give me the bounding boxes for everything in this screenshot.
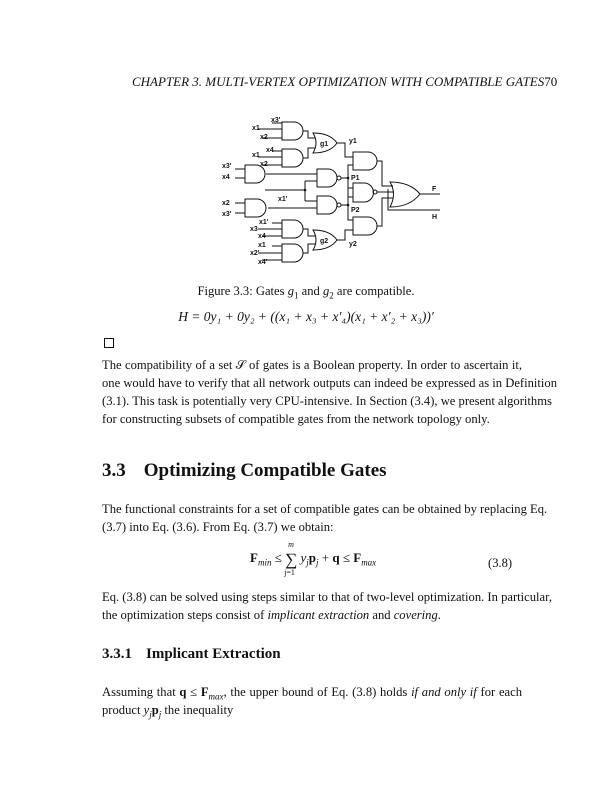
paragraph-line: The compatibility of a set 𝒮 of gates is a Boolean property. In order to ascertain it, (102, 358, 522, 372)
nand-gate (317, 196, 337, 214)
page-number: 70 (544, 74, 558, 89)
label-x2: x2 (222, 200, 230, 207)
paragraph-line: the optimization steps consist of implicant extraction and covering. (102, 608, 441, 622)
running-title: CHAPTER 3. MULTI-VERTEX OPTIMIZATION WITH COMPATIBLE GATES (132, 74, 545, 89)
label-x1: x1 (252, 152, 260, 159)
and-gate (353, 217, 377, 235)
and-gate (282, 244, 303, 262)
label-x3p: x3' (271, 117, 281, 124)
paragraph-line: for constructing subsets of compatible gates from the network topology only. (102, 412, 490, 426)
label-x3: x3 (250, 226, 258, 233)
section-heading: 3.3 Optimizing Compatible Gates (102, 460, 387, 481)
label-x1p: x1' (259, 219, 269, 226)
nand-gate (317, 169, 337, 187)
label-x2: x2 (260, 161, 268, 168)
label-x1: x1 (252, 125, 260, 132)
paragraph-line: Eq. (3.8) can be solved using steps similar to that of two-level optimization. In particular, (102, 590, 552, 604)
label-x1: x1 (258, 242, 266, 249)
label-y2: y2 (349, 241, 357, 248)
paragraph-line: product $y_jp_j$ the inequality (102, 703, 234, 720)
figure-caption: Figure 3.3: Gates $g_1$ and $g_2$ are compatible. (197, 284, 415, 301)
nand-gate (353, 183, 374, 202)
and-gate (245, 199, 266, 217)
paragraph-line: (3.1). This task is potentially very CPU-intensive. In Section (3.4), we present algorithms (102, 394, 552, 408)
label-y1: y1 (349, 138, 357, 145)
label-x4: x4 (222, 174, 230, 181)
paragraph-line: Assuming that $q \le F_{max}$, the upper bound of Eq. (3.8) holds if and only if for each (102, 685, 523, 702)
and-gate (282, 122, 303, 140)
label-H: H (432, 214, 438, 221)
equation-H: H = 0y₁ + 0y₂ + ((x₁ + x₃ + x′₄)(x₁ + x′₂ + x₃))′ (178, 309, 434, 324)
label-x2: x2 (260, 134, 268, 141)
label-x2p: x2' (250, 250, 260, 257)
qed-box (104, 338, 114, 348)
equation-number: (3.8) (488, 556, 513, 570)
label-x4: x4 (266, 147, 274, 154)
paragraph-line: (3.7) into Eq. (3.6). From Eq. (3.7) we obtain: (102, 520, 334, 534)
label-x4p: x4' (258, 259, 268, 266)
label-p2: P2 (351, 207, 360, 214)
label-p1: P1 (351, 175, 360, 182)
and-gate (353, 152, 377, 170)
paragraph-line: The functional constraints for a set of compatible gates can be obtained by replacing Eq. (102, 502, 548, 516)
running-header (132, 74, 558, 90)
subsection-heading: 3.3.1 Implicant Extraction (102, 646, 281, 662)
label-x1p: x1' (278, 196, 288, 203)
circuit-figure (210, 110, 440, 280)
label-g2: g2 (320, 238, 329, 245)
paragraph-line: one would have to verify that all network outputs can indeed be expressed as in Definition (102, 376, 557, 390)
and-gate (282, 149, 303, 167)
label-F: F (432, 186, 437, 193)
equation-3-8: $F_{min}$ ≤ m ∑ j=1 $y_jp_j + q \le F_{max}$ (250, 540, 377, 577)
label-g1: g1 (320, 141, 329, 148)
label-x3p: x3' (222, 211, 232, 218)
or-gate-f (390, 182, 420, 207)
and-gate (282, 220, 303, 238)
label-x3p: x3' (222, 163, 232, 170)
label-x4: x4 (258, 233, 266, 240)
